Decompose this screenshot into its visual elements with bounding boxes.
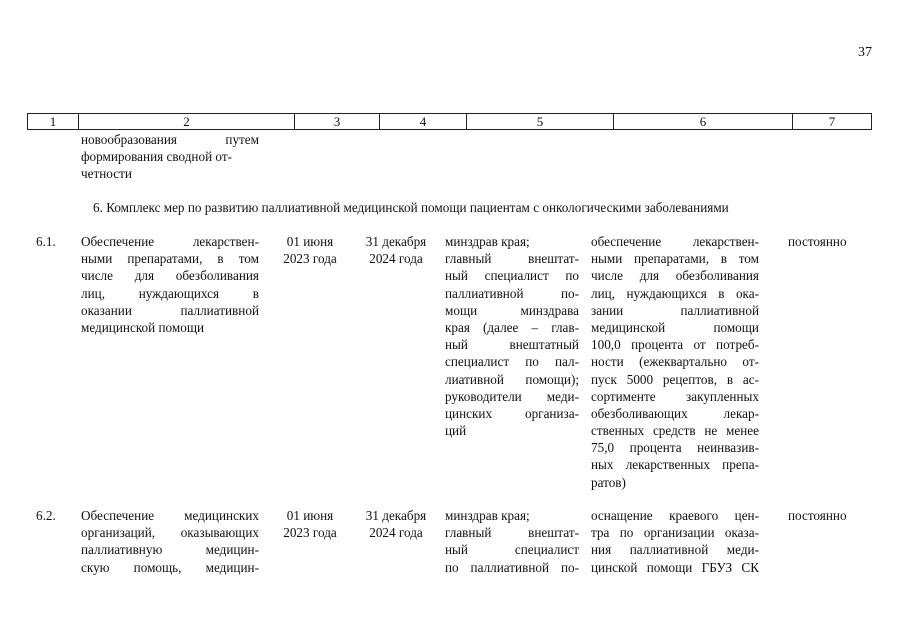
text-line: сортименте закупленных [591, 388, 759, 404]
header-cell-6: 6 [699, 114, 707, 129]
text-line: ния паллиативной меди- [591, 542, 759, 558]
text-line: ратов) [591, 474, 626, 490]
section-title: 6. Комплекс мер по развитию паллиативной медицинской помощи пациентам с онкологическими заболеваниями [93, 200, 729, 215]
text-line: ный специалист [445, 542, 579, 558]
text-line: числе для обезболивания [591, 268, 759, 284]
text-line: ными препаратами, в том [591, 251, 759, 267]
text-line: 75,0 процента неинвазив- [591, 440, 759, 456]
header-cell-3: 3 [333, 114, 341, 129]
text-line: по паллиативной по- [445, 559, 579, 575]
period: постоянно [788, 508, 847, 523]
responsible [445, 233, 579, 439]
continuation-text [81, 131, 259, 183]
row-description [81, 233, 259, 336]
text-line: 100,0 процента от потреб- [591, 337, 759, 353]
text-line: четности [81, 166, 132, 182]
text-line: минздрав края; [445, 508, 530, 523]
text-line: цинских организа- [445, 405, 579, 421]
header-cell-1: 1 [49, 114, 57, 129]
text-line: цинской помощи ГБУЗ СК [591, 559, 759, 575]
text-line: лиц, нуждающихся в [81, 285, 259, 301]
text-line: скую помощь, медицин- [81, 559, 259, 575]
table-header-row [27, 113, 872, 130]
text-line: главный внештат- [445, 525, 579, 541]
responsible [445, 507, 579, 576]
header-cell-7: 7 [828, 114, 836, 129]
text-line: пуск 5000 рецептов, в ас- [591, 371, 759, 387]
text-line: ственных средств не менее [591, 423, 759, 439]
text-line: мощи минздрава [445, 302, 579, 318]
text-line: медицинской помощи [591, 319, 759, 335]
end-date: 31 декабря 2024 года [365, 234, 427, 267]
row-number: 6.2. [36, 508, 56, 523]
text-line: Обеспечение лекарствен- [81, 234, 259, 249]
text-line: главный внештат- [445, 251, 579, 267]
text-line: зании паллиативной [591, 302, 759, 318]
text-line: ности (ежеквартально от- [591, 354, 759, 370]
text-line: ными препаратами, в том [81, 251, 259, 267]
text-line: паллиативной по- [445, 285, 579, 301]
text-line: лиативной помощи); [445, 371, 579, 387]
text-line: края (далее – глав- [445, 319, 579, 335]
text-line: ный специалист по [445, 268, 579, 284]
end-date: 31 декабря 2024 года [365, 508, 427, 541]
text-line: лиц, нуждающихся в ока- [591, 285, 759, 301]
row-description [81, 507, 259, 576]
row-number: 6.1. [36, 234, 56, 249]
text-line: тра по организации оказа- [591, 525, 759, 541]
text-line: минздрав края; [445, 234, 530, 249]
text-line: обезболивающих лекар- [591, 405, 759, 421]
expected-result [591, 233, 759, 491]
text-line: новообразования путем [81, 132, 259, 147]
text-line: специалист по пал- [445, 354, 579, 370]
page-number: 37 [858, 45, 872, 60]
header-cell-5: 5 [536, 114, 544, 129]
header-cell-2: 2 [183, 114, 190, 129]
period: постоянно [788, 234, 847, 249]
text-line: руководители меди- [445, 388, 579, 404]
text-line: оказании паллиативной [81, 302, 259, 318]
text-line: числе для обезболивания [81, 268, 259, 284]
start-date: 01 июня 2023 года [283, 508, 337, 541]
text-line: паллиативную медицин- [81, 542, 259, 558]
header-cell-4: 4 [419, 114, 427, 129]
text-line: обеспечение лекарствен- [591, 234, 759, 249]
text-line: формирования сводной от- [81, 149, 232, 165]
text-line: ный внештатный [445, 337, 579, 353]
expected-result [591, 507, 759, 576]
start-date: 01 июня 2023 года [283, 234, 337, 267]
text-line: медицинской помощи [81, 319, 205, 335]
text-line: Обеспечение медицинских [81, 508, 259, 523]
text-line: оснащение краевого цен- [591, 508, 759, 523]
text-line: ций [445, 423, 467, 439]
text-line: ных лекарственных препа- [591, 457, 759, 473]
text-line: организаций, оказывающих [81, 525, 259, 541]
